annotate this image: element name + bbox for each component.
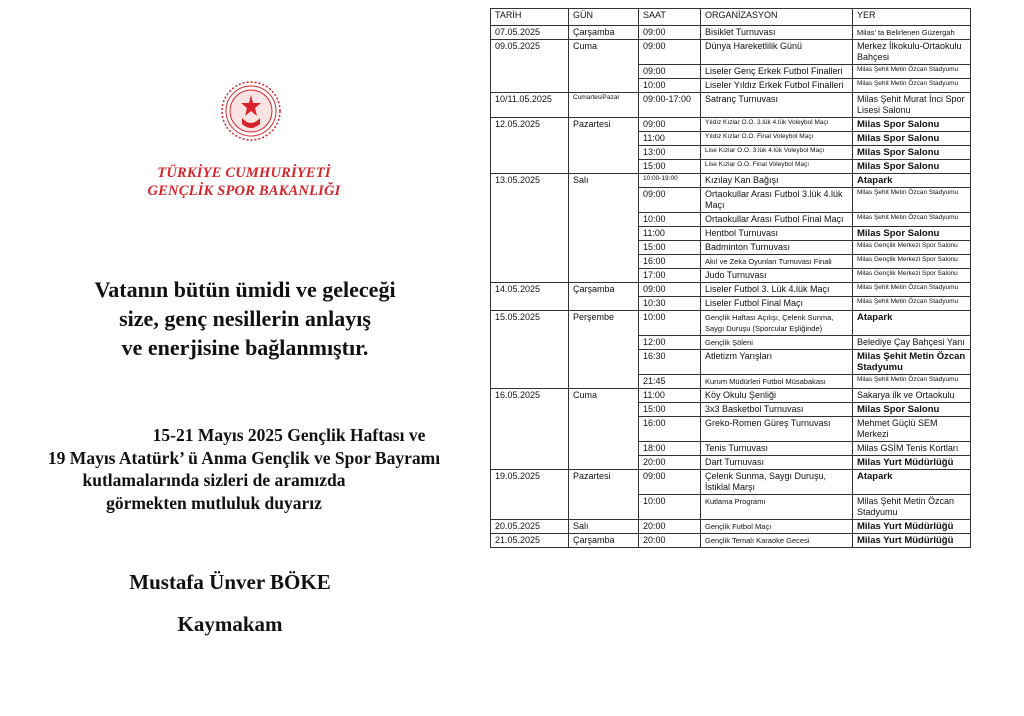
cell-time: 11:00 — [639, 227, 701, 241]
invitation-line: 15-21 Mayıs 2025 Gençlik Haftası ve — [152, 425, 426, 445]
cell-place: Milas Spor Salonu — [853, 132, 971, 146]
cell-place: Milas Şehit Metin Özcan Stadyumu — [853, 188, 971, 213]
cell-time: 10:00 — [639, 495, 701, 520]
cell-organization: Gençlik Haftası Açılışı, Çelenk Sunma, Saygı Duruşu (Sporcular Eşliğinde) — [701, 311, 853, 336]
cell-time: 10:00-19:00 — [639, 174, 701, 188]
invitation-text — [0, 424, 488, 514]
table-row — [491, 26, 971, 40]
cell-day: Pazartesi — [569, 470, 639, 520]
quote-line: ve enerjisine bağlanmıştır. — [121, 335, 369, 360]
invitation-line: 19 Mayıs Atatürk’ ü Anma Gençlik ve Spor Bayramı — [47, 447, 441, 468]
cell-day: Çarşamba — [569, 283, 639, 311]
cell-day: Salı — [569, 174, 639, 283]
cell-organization: Kutlama Programı — [701, 495, 853, 520]
cell-place: Milas Yurt Müdürlüğü — [853, 534, 971, 548]
cell-time: 12:00 — [639, 336, 701, 350]
cell-place: Milas Gençlik Merkezi Spor Salonu — [853, 255, 971, 269]
cell-organization: Liseler Yıldız Erkek Futbol Finalleri — [701, 79, 853, 93]
cell-time: 16:00 — [639, 417, 701, 442]
cell-time: 09:00-17:00 — [639, 93, 701, 118]
cell-place: Milas Şehit Metin Özcan Stadyumu — [853, 79, 971, 93]
cell-time: 15:00 — [639, 403, 701, 417]
cell-date: 15.05.2025 — [491, 311, 569, 389]
cell-time: 13:00 — [639, 146, 701, 160]
cell-organization: Köy Okulu Şenliği — [701, 389, 853, 403]
header-place: YER — [853, 9, 971, 26]
cell-time: 10:30 — [639, 297, 701, 311]
header-date: TARİH — [491, 9, 569, 26]
cell-organization: Bisiklet Turnuvası — [701, 26, 853, 40]
cell-time: 15:00 — [639, 241, 701, 255]
cell-place: Milas Gençlik Merkezi Spor Salonu — [853, 241, 971, 255]
cell-organization: Gençlik Şöleni — [701, 336, 853, 350]
cell-day: Cuma — [569, 40, 639, 93]
cell-organization: Lise Kızlar O.O. Final Voleybol Maçı — [701, 160, 853, 174]
cell-place: Atapark — [853, 174, 971, 188]
cell-organization: Hentbol Turnuvası — [701, 227, 853, 241]
cell-organization: Yıldız Kızlar O.O. Final Voleybol Maçı — [701, 132, 853, 146]
cell-organization: Dart Turnuvası — [701, 456, 853, 470]
cell-place: Milas Spor Salonu — [853, 146, 971, 160]
cell-place: Sakarya ilk ve Ortaokulu — [853, 389, 971, 403]
cell-organization: Ortaokullar Arası Futbol 3.lük 4.lük Maçı — [701, 188, 853, 213]
cell-organization: Kurum Müdürleri Futbol Müsabakası — [701, 375, 853, 389]
event-schedule-table — [490, 8, 971, 548]
cell-place: Mehmet Güçlü SEM Merkezi — [853, 417, 971, 442]
cell-day: Cuma — [569, 389, 639, 470]
table-header-row — [491, 9, 971, 26]
cell-time: 09:00 — [639, 65, 701, 79]
cell-place: Milas Şehit Metin Özcan Stadyumu — [853, 213, 971, 227]
cell-organization: Ortaokullar Arası Futbol Final Maçı — [701, 213, 853, 227]
quote-line: size, genç nesillerin anlayış — [119, 306, 371, 331]
cell-organization: Liseler Futbol Final Maçı — [701, 297, 853, 311]
ministry-name-line2: GENÇLİK SPOR BAKANLIĞI — [147, 183, 341, 199]
cell-day: Çarşamba — [569, 534, 639, 548]
cell-time: 09:00 — [639, 40, 701, 65]
cell-time: 09:00 — [639, 118, 701, 132]
cell-place: Milas Yurt Müdürlüğü — [853, 456, 971, 470]
cell-date: 13.05.2025 — [491, 174, 569, 283]
cell-time: 20:00 — [639, 534, 701, 548]
cell-organization: Lise Kızlar O.O. 3.lük 4.lük Voleybol Maçı — [701, 146, 853, 160]
schedule-body — [491, 26, 971, 548]
cell-date: 09.05.2025 — [491, 40, 569, 93]
cell-day: CumartesiPazar — [569, 93, 639, 118]
cell-place: Milas Spor Salonu — [853, 160, 971, 174]
cell-time: 21:45 — [639, 375, 701, 389]
cell-time: 09:00 — [639, 470, 701, 495]
signer-name: Mustafa Ünver BÖKE — [129, 570, 331, 594]
signer-title: Kaymakam — [177, 612, 283, 636]
cell-time: 11:00 — [639, 132, 701, 146]
table-row — [491, 389, 971, 403]
cell-place: Milas Spor Salonu — [853, 403, 971, 417]
cell-day: Salı — [569, 520, 639, 534]
ataturk-quote — [20, 275, 470, 362]
cell-organization: Yıldız Kızlar O.O. 3.lük 4.lük Voleybol Maçı — [701, 118, 853, 132]
cell-place: Belediye Çay Bahçesi Yanı — [853, 336, 971, 350]
cell-place: Milas Şehit Metin Özcan Stadyumu — [853, 297, 971, 311]
cell-time: 16:00 — [639, 255, 701, 269]
invitation-line: görmekten mutluluk duyarız — [106, 492, 322, 513]
cell-organization: Liseler Futbol 3. Lük 4.lük Maçı — [701, 283, 853, 297]
cell-organization: Gençlik Temalı Karaoke Gecesi — [701, 534, 853, 548]
cell-organization: Çelenk Sunma, Saygı Duruşu, İstiklal Marşı — [701, 470, 853, 495]
cell-time: 09:00 — [639, 283, 701, 297]
cell-day: Çarşamba — [569, 26, 639, 40]
cell-organization: Judo Turnuvası — [701, 269, 853, 283]
invitation-panel — [0, 0, 488, 716]
cell-time: 17:00 — [639, 269, 701, 283]
table-row — [491, 40, 971, 65]
cell-time: 20:00 — [639, 456, 701, 470]
cell-time: 09:00 — [639, 26, 701, 40]
cell-place: Milas Gençlik Merkezi Spor Salonu — [853, 269, 971, 283]
table-row — [491, 311, 971, 336]
ministry-emblem-icon — [220, 80, 282, 142]
cell-organization: Satranç Turnuvası — [701, 93, 853, 118]
cell-organization: Kızılay Kan Bağışı — [701, 174, 853, 188]
cell-organization: Badminton Turnuvası — [701, 241, 853, 255]
cell-date: 12.05.2025 — [491, 118, 569, 174]
header-time: SAAT — [639, 9, 701, 26]
cell-date: 19.05.2025 — [491, 470, 569, 520]
cell-organization: 3x3 Basketbol Turnuvası — [701, 403, 853, 417]
cell-day: Perşembe — [569, 311, 639, 389]
cell-place: Milas Şehit Metin Özcan Stadyumu — [853, 495, 971, 520]
cell-time: 09:00 — [639, 188, 701, 213]
cell-place: Milas GSİM Tenis Kortları — [853, 442, 971, 456]
table-row — [491, 174, 971, 188]
cell-time: 20:00 — [639, 520, 701, 534]
header-day: GÜN — [569, 9, 639, 26]
cell-place: Milas Yurt Müdürlüğü — [853, 520, 971, 534]
cell-organization: Akıl ve Zeka Oyunları Turnuvası Finali — [701, 255, 853, 269]
cell-place: Atapark — [853, 311, 971, 336]
cell-place: Milas Şehit Murat İnci Spor Lisesi Salonu — [853, 93, 971, 118]
table-row — [491, 520, 971, 534]
header-organization: ORGANİZASYON — [701, 9, 853, 26]
cell-time: 10:00 — [639, 213, 701, 227]
cell-time: 10:00 — [639, 79, 701, 93]
cell-place: Milas Şehit Metin Özcan Stadyumu — [853, 283, 971, 297]
cell-date: 14.05.2025 — [491, 283, 569, 311]
cell-place: Milas Spor Salonu — [853, 227, 971, 241]
cell-date: 16.05.2025 — [491, 389, 569, 470]
cell-time: 10:00 — [639, 311, 701, 336]
cell-day: Pazartesi — [569, 118, 639, 174]
cell-place: Milas Spor Salonu — [853, 118, 971, 132]
cell-organization: Atletizm Yarışları — [701, 350, 853, 375]
cell-place: Milas’ ta Belirlenen Güzergah — [853, 26, 971, 40]
cell-time: 16:30 — [639, 350, 701, 375]
table-row — [491, 118, 971, 132]
cell-time: 15:00 — [639, 160, 701, 174]
table-row — [491, 93, 971, 118]
cell-place: Milas Şehit Metin Özcan Stadyumu — [853, 375, 971, 389]
table-row — [491, 470, 971, 495]
cell-time: 11:00 — [639, 389, 701, 403]
cell-organization: Liseler Genç Erkek Futbol Finalleri — [701, 65, 853, 79]
cell-place: Milas Şehit Metin Özcan Stadyumu — [853, 350, 971, 375]
cell-place: Milas Şehit Metin Özcan Stadyumu — [853, 65, 971, 79]
cell-time: 18:00 — [639, 442, 701, 456]
cell-organization: Gençlik Futbol Maçı — [701, 520, 853, 534]
cell-date: 20.05.2025 — [491, 520, 569, 534]
table-row — [491, 283, 971, 297]
quote-line: Vatanın bütün ümidi ve geleceği — [94, 277, 396, 302]
cell-organization: Tenis Turnuvası — [701, 442, 853, 456]
cell-organization: Greko-Romen Güreş Turnuvası — [701, 417, 853, 442]
cell-place: Atapark — [853, 470, 971, 495]
cell-organization: Dünya Hareketlilik Günü — [701, 40, 853, 65]
cell-date: 07.05.2025 — [491, 26, 569, 40]
cell-place: Merkez İlkokulu-Ortaokulu Bahçesi — [853, 40, 971, 65]
table-row — [491, 534, 971, 548]
invitation-line: kutlamalarında sizleri de aramızda — [82, 470, 346, 490]
cell-date: 21.05.2025 — [491, 534, 569, 548]
cell-date: 10/11.05.2025 — [491, 93, 569, 118]
ministry-name-line1: TÜRKİYE CUMHURİYETİ — [157, 165, 331, 181]
